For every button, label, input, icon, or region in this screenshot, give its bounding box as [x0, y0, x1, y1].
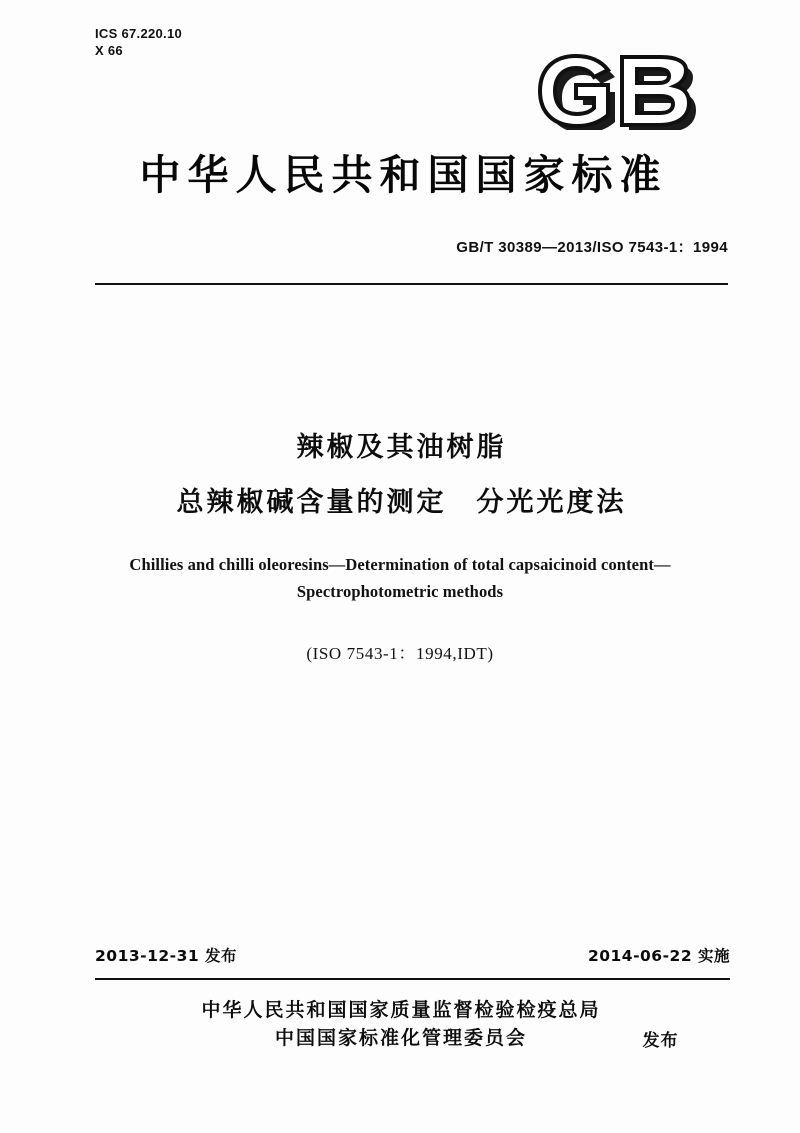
publisher-line2: 中国国家标准化管理委员会 [274, 1027, 527, 1049]
publisher-block [0, 996, 800, 1052]
publisher-release-label: 发布 [642, 1031, 679, 1051]
english-title-line2: Spectrophotometric methods [296, 582, 504, 601]
publisher-line1: 中华人民共和国国家质量监督检验检疫总局 [201, 999, 601, 1021]
ics-classification [95, 25, 182, 59]
issue-date: 2013-12-31 发布 [95, 947, 238, 965]
gb-logo-icon [532, 52, 712, 130]
chinese-title-line1: 辣椒及其油树脂 [296, 432, 507, 463]
title-block [0, 425, 800, 664]
footer-divider [95, 978, 730, 980]
effective-date: 2014-06-22 实施 [587, 947, 730, 965]
iso-equivalence: (ISO 7543-1：1994,IDT) [306, 644, 494, 663]
standard-number: GB/T 30389—2013/ISO 7543-1：1994 [456, 239, 728, 256]
chinese-title-line2: 总辣椒碱含量的测定 分光光度法 [176, 487, 627, 518]
english-title-line1: Chillies and chilli oleoresins—Determination of total capsaicinoid content— [129, 555, 671, 574]
ccs-code: X 66 [95, 43, 123, 58]
ics-code: ICS 67.220.10 [95, 26, 183, 41]
header-divider [95, 283, 728, 285]
page-title: 中华人民共和国国家标准 [139, 151, 668, 199]
